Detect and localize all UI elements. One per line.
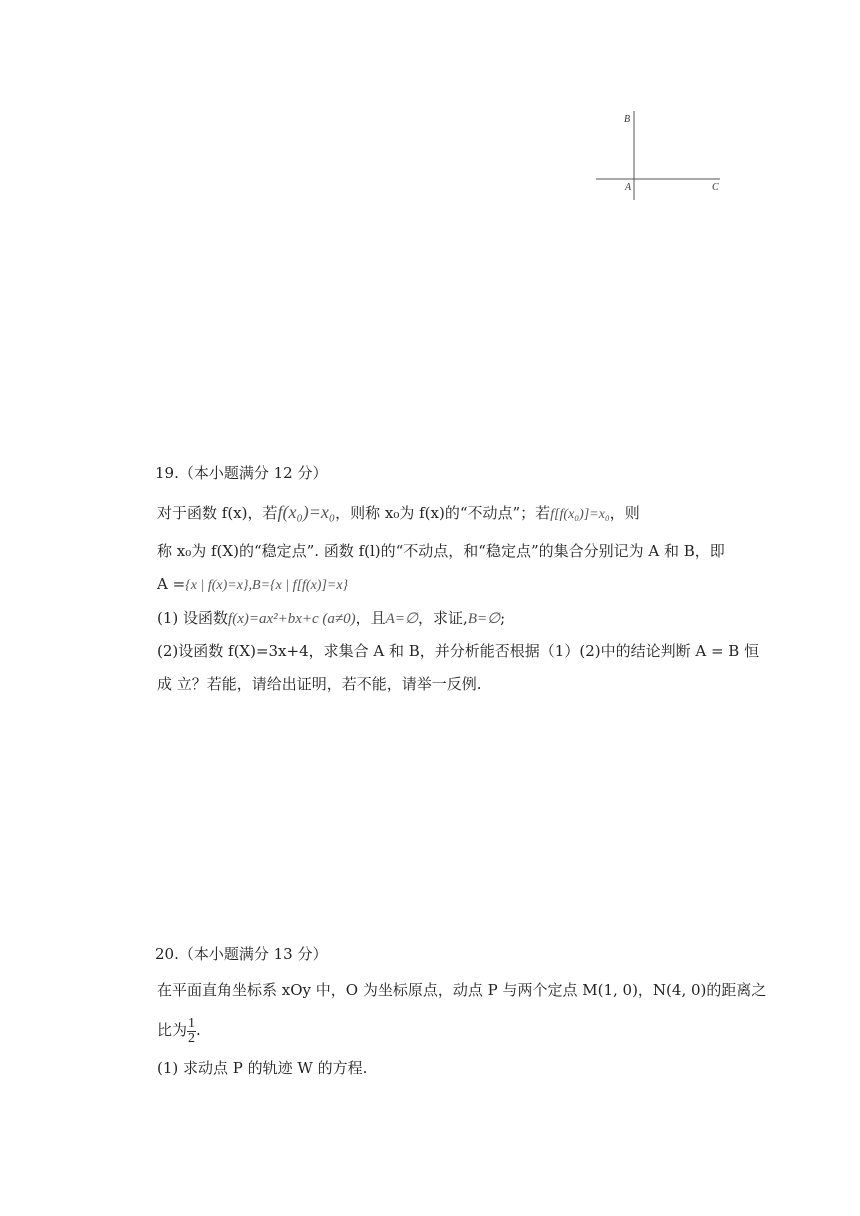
q19-text-1c: ，则 <box>609 504 640 522</box>
label-c: C <box>712 182 719 193</box>
q19-b-empty-formula: B=∅ <box>467 611 501 627</box>
q19-text-3a: A = <box>157 575 186 593</box>
q19-quadratic-formula: f(x)=ax²+bx+c (a≠0) <box>228 611 356 627</box>
q19-subquestion-1 <box>157 608 505 629</box>
q19-stable-point-formula: f[f(x₀)]=x₀ <box>550 507 610 522</box>
q20-paragraph-line2 <box>157 1014 201 1046</box>
label-b: B <box>624 114 631 125</box>
q19-heading: 19.（本小题满分 12 分） <box>155 464 328 482</box>
q20-heading: 20.（本小题满分 13 分） <box>155 945 328 963</box>
q19-s1-text-a: (1) 设函数 <box>157 609 229 627</box>
q19-text-1a: 对于函数 f(x)，若 <box>157 504 278 522</box>
q19-subquestion-2-cont: 成 立？若能，请给出证明，若不能，请举一反例. <box>157 675 482 693</box>
q20-text-2a: 比为 <box>157 1021 188 1039</box>
q19-fixed-point-formula: f(x₀)=x₀ <box>277 502 336 522</box>
q19-s1-text-c: ，求证, <box>418 609 468 627</box>
perpendicular-lines-figure <box>590 105 730 205</box>
q19-s1-text-d: ; <box>500 609 506 627</box>
q19-a-empty-formula: A=∅ <box>385 611 419 627</box>
q19-paragraph-line1 <box>157 502 640 525</box>
q19-paragraph-line2: 称 x₀为 f(X)的“稳定点”. 函数 f(l)的“不动点，和“稳定点”的集合分别记为 A 和 B，即 <box>157 542 725 560</box>
q19-set-definition-formula: {x | f(x)=x},B={x | f[f(x)]=x} <box>185 578 349 593</box>
q20-subquestion-1: (1) 求动点 P 的轨迹 W 的方程. <box>157 1059 368 1077</box>
q20-paragraph-line1: 在平面直角坐标系 xOy 中，O 为坐标原点，动点 P 与两个定点 M(1, 0)，N(4, 0)的距离之 <box>157 981 767 999</box>
q19-text-1b: ，则称 x₀为 f(x)的“不动点”；若 <box>335 504 551 522</box>
q19-subquestion-2: (2)设函数 f(X)=3x+4，求集合 A 和 B，并分析能否根据（1）(2)中的结论判断 A = B 恒 <box>157 642 760 660</box>
label-a: A <box>625 182 632 193</box>
q20-text-2b: . <box>196 1021 201 1039</box>
q20-fraction <box>187 1017 196 1046</box>
fraction-denominator: 2 <box>188 1030 196 1046</box>
q19-paragraph-line3 <box>157 574 348 596</box>
q19-s1-text-b: ，且 <box>355 609 386 627</box>
fraction-numerator: 1 <box>188 1015 196 1031</box>
